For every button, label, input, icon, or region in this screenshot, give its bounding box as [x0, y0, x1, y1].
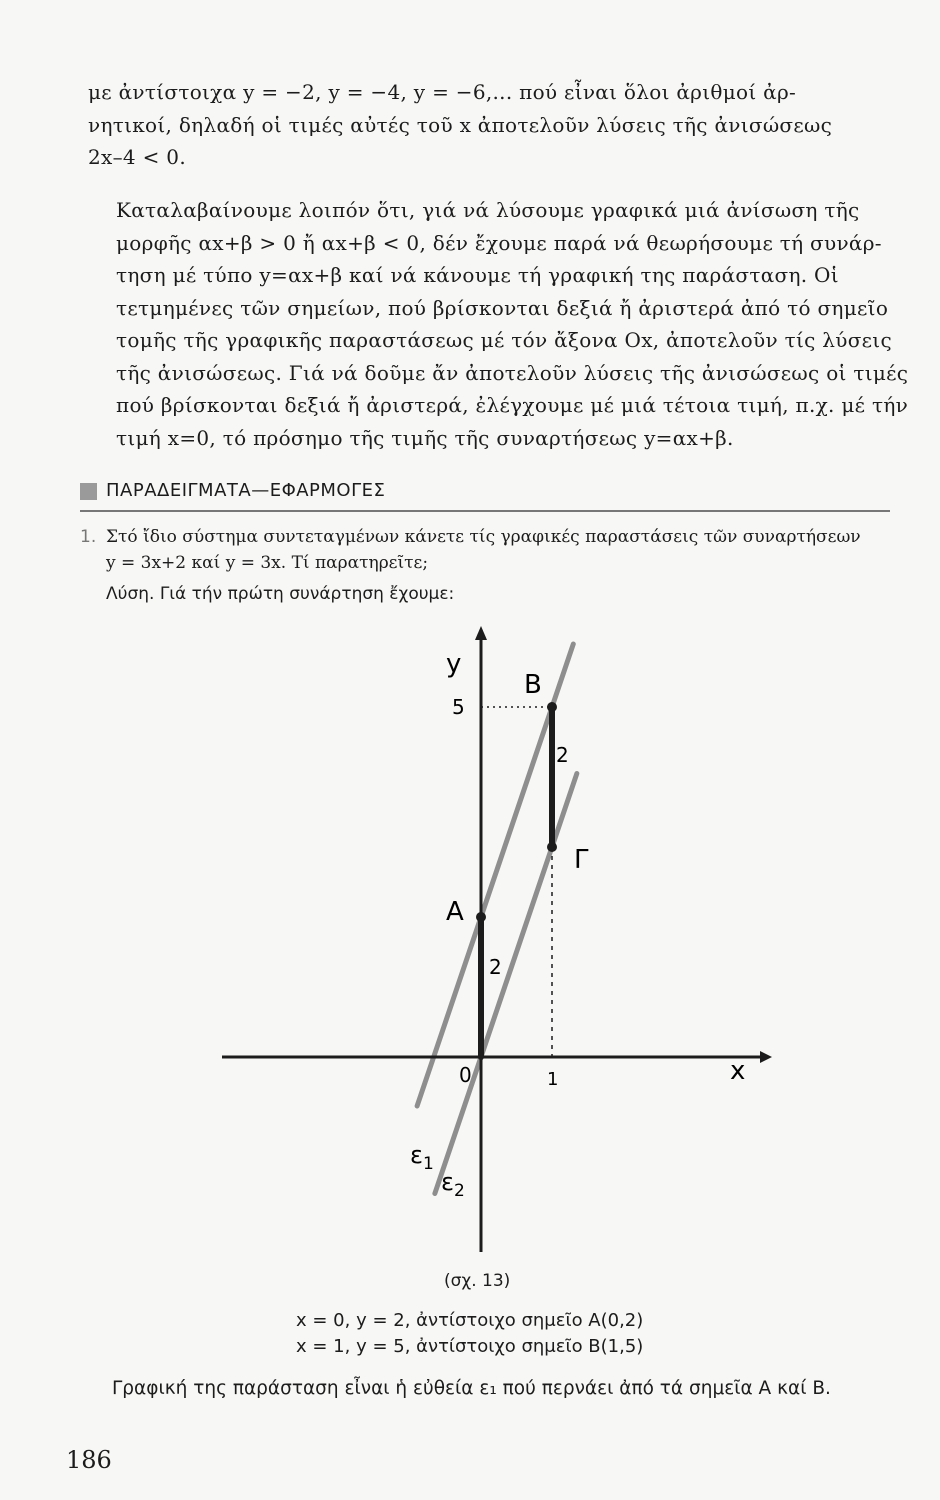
point-a-marker — [476, 912, 486, 922]
conclusion-sentence: Γραφική της παράσταση εἶναι ἡ εὐθεία ε₁ πού περνάει ἀπό τά σημεῖα A καί B. — [112, 1378, 831, 1399]
section-title: ΠΑΡΑΔΕΙΓΜΑΤΑ—ΕΦΑΡΜΟΓΕΣ — [106, 480, 386, 501]
solution-intro: Λύση. Γιά τήν πρώτη συνάρτηση ἔχουμε: — [106, 584, 455, 604]
point-b-label: B — [524, 670, 542, 700]
y-axis-arrow — [475, 626, 487, 640]
calc-row-1: x = 0, y = 2, ἀντίστοιχο σημεῖο A(0,2) — [296, 1310, 644, 1331]
paragraph-1-line-2: νητικοί, δηλαδή οἱ τιμές αὐτές τοῦ x ἀποτελοῦν λύσεις τῆς ἀνισώσεως — [88, 112, 833, 137]
paragraph-1-line-1: με ἀντίστοιχα y = −2, y = −4, y = −6,... πού εἶναι ὅλοι ἀριθμοί ἀρ- — [88, 80, 797, 104]
y-axis-label: y — [446, 649, 462, 679]
line-epsilon-1-letter: ε — [410, 1141, 423, 1169]
line-epsilon-1-label — [410, 1141, 434, 1174]
tick-label-x-1: 1 — [547, 1069, 559, 1090]
paragraph-2-line-8: τιμή x=0, τό πρόσημο τῆς τιμῆς τῆς συναρτήσεως y=αx+β. — [116, 425, 734, 450]
tick-label-y-5: 5 — [452, 695, 465, 719]
point-g-label: Γ — [574, 845, 589, 875]
page-number: 186 — [66, 1446, 112, 1474]
origin-label: 0 — [459, 1063, 472, 1087]
paragraph-2-line-2: μορφῆς αx+β > 0 ἤ αx+β < 0, δέν ἔχουμε παρά νά θεωρήσουμε τή συνάρ- — [116, 230, 882, 255]
segment-gb-length-label: 2 — [556, 743, 569, 767]
x-axis-label: x — [730, 1056, 746, 1086]
calc-row-2: x = 1, y = 5, ἀντίστοιχο σημεῖο B(1,5) — [296, 1336, 644, 1357]
line-epsilon-2-subscript: 2 — [453, 1181, 465, 1201]
paragraph-1-line-3: 2x–4 < 0. — [88, 145, 186, 169]
paragraph-2-line-7: πού βρίσκονται δεξιά ἤ ἀριστερά, ἐλέγχουμε μέ μιά τέτοια τιμή, π.χ. μέ τήν — [116, 393, 909, 417]
figure-caption: (σχ. 13) — [444, 1271, 511, 1291]
line-epsilon-2-letter: ε — [441, 1168, 454, 1196]
point-a-label: A — [446, 897, 464, 927]
paragraph-2-line-1: Καταλαβαίνουμε λοιπόν ὅτι, γιά νά λύσουμε γραφικά μιά ἀνίσωση τῆς — [116, 198, 860, 222]
segment-oa-length-label: 2 — [489, 955, 502, 979]
paragraph-2-line-5: τομῆς τῆς γραφικῆς παραστάσεως μέ τόν ἄξονα Οx, ἀποτελοῦν τίς λύσεις — [116, 328, 892, 352]
x-axis-arrow — [760, 1051, 772, 1063]
paragraph-2-line-4: τετμημένες τῶν σημείων, πού βρίσκονται δεξιά ἤ ἀριστερά ἀπό τό σημεῖο — [116, 295, 889, 320]
paragraph-2-line-6: τῆς ἀνισώσεως. Γιά νά δοῦμε ἄν ἀποτελοῦν λύσεις τῆς ἀνισώσεως οἱ τιμές — [116, 360, 909, 385]
point-g-marker — [547, 842, 557, 852]
line-epsilon-1-subscript: 1 — [422, 1154, 434, 1174]
paragraph-2-line-3: τηση μέ τύπο y=αx+β καί νά κάνουμε τή γραφική της παράσταση. Οἱ — [116, 263, 839, 287]
example-line-1: Στό ἴδιο σύστημα συντεταγμένων κάνετε τίς γραφικές παραστάσεις τῶν συναρτήσεων — [106, 527, 861, 547]
example-number: 1. — [80, 527, 97, 547]
line-epsilon-2-label — [441, 1168, 465, 1201]
example-line-2: y = 3x+2 καί y = 3x. Τί παρατηρεῖτε; — [106, 553, 429, 573]
point-b-marker — [547, 702, 557, 712]
